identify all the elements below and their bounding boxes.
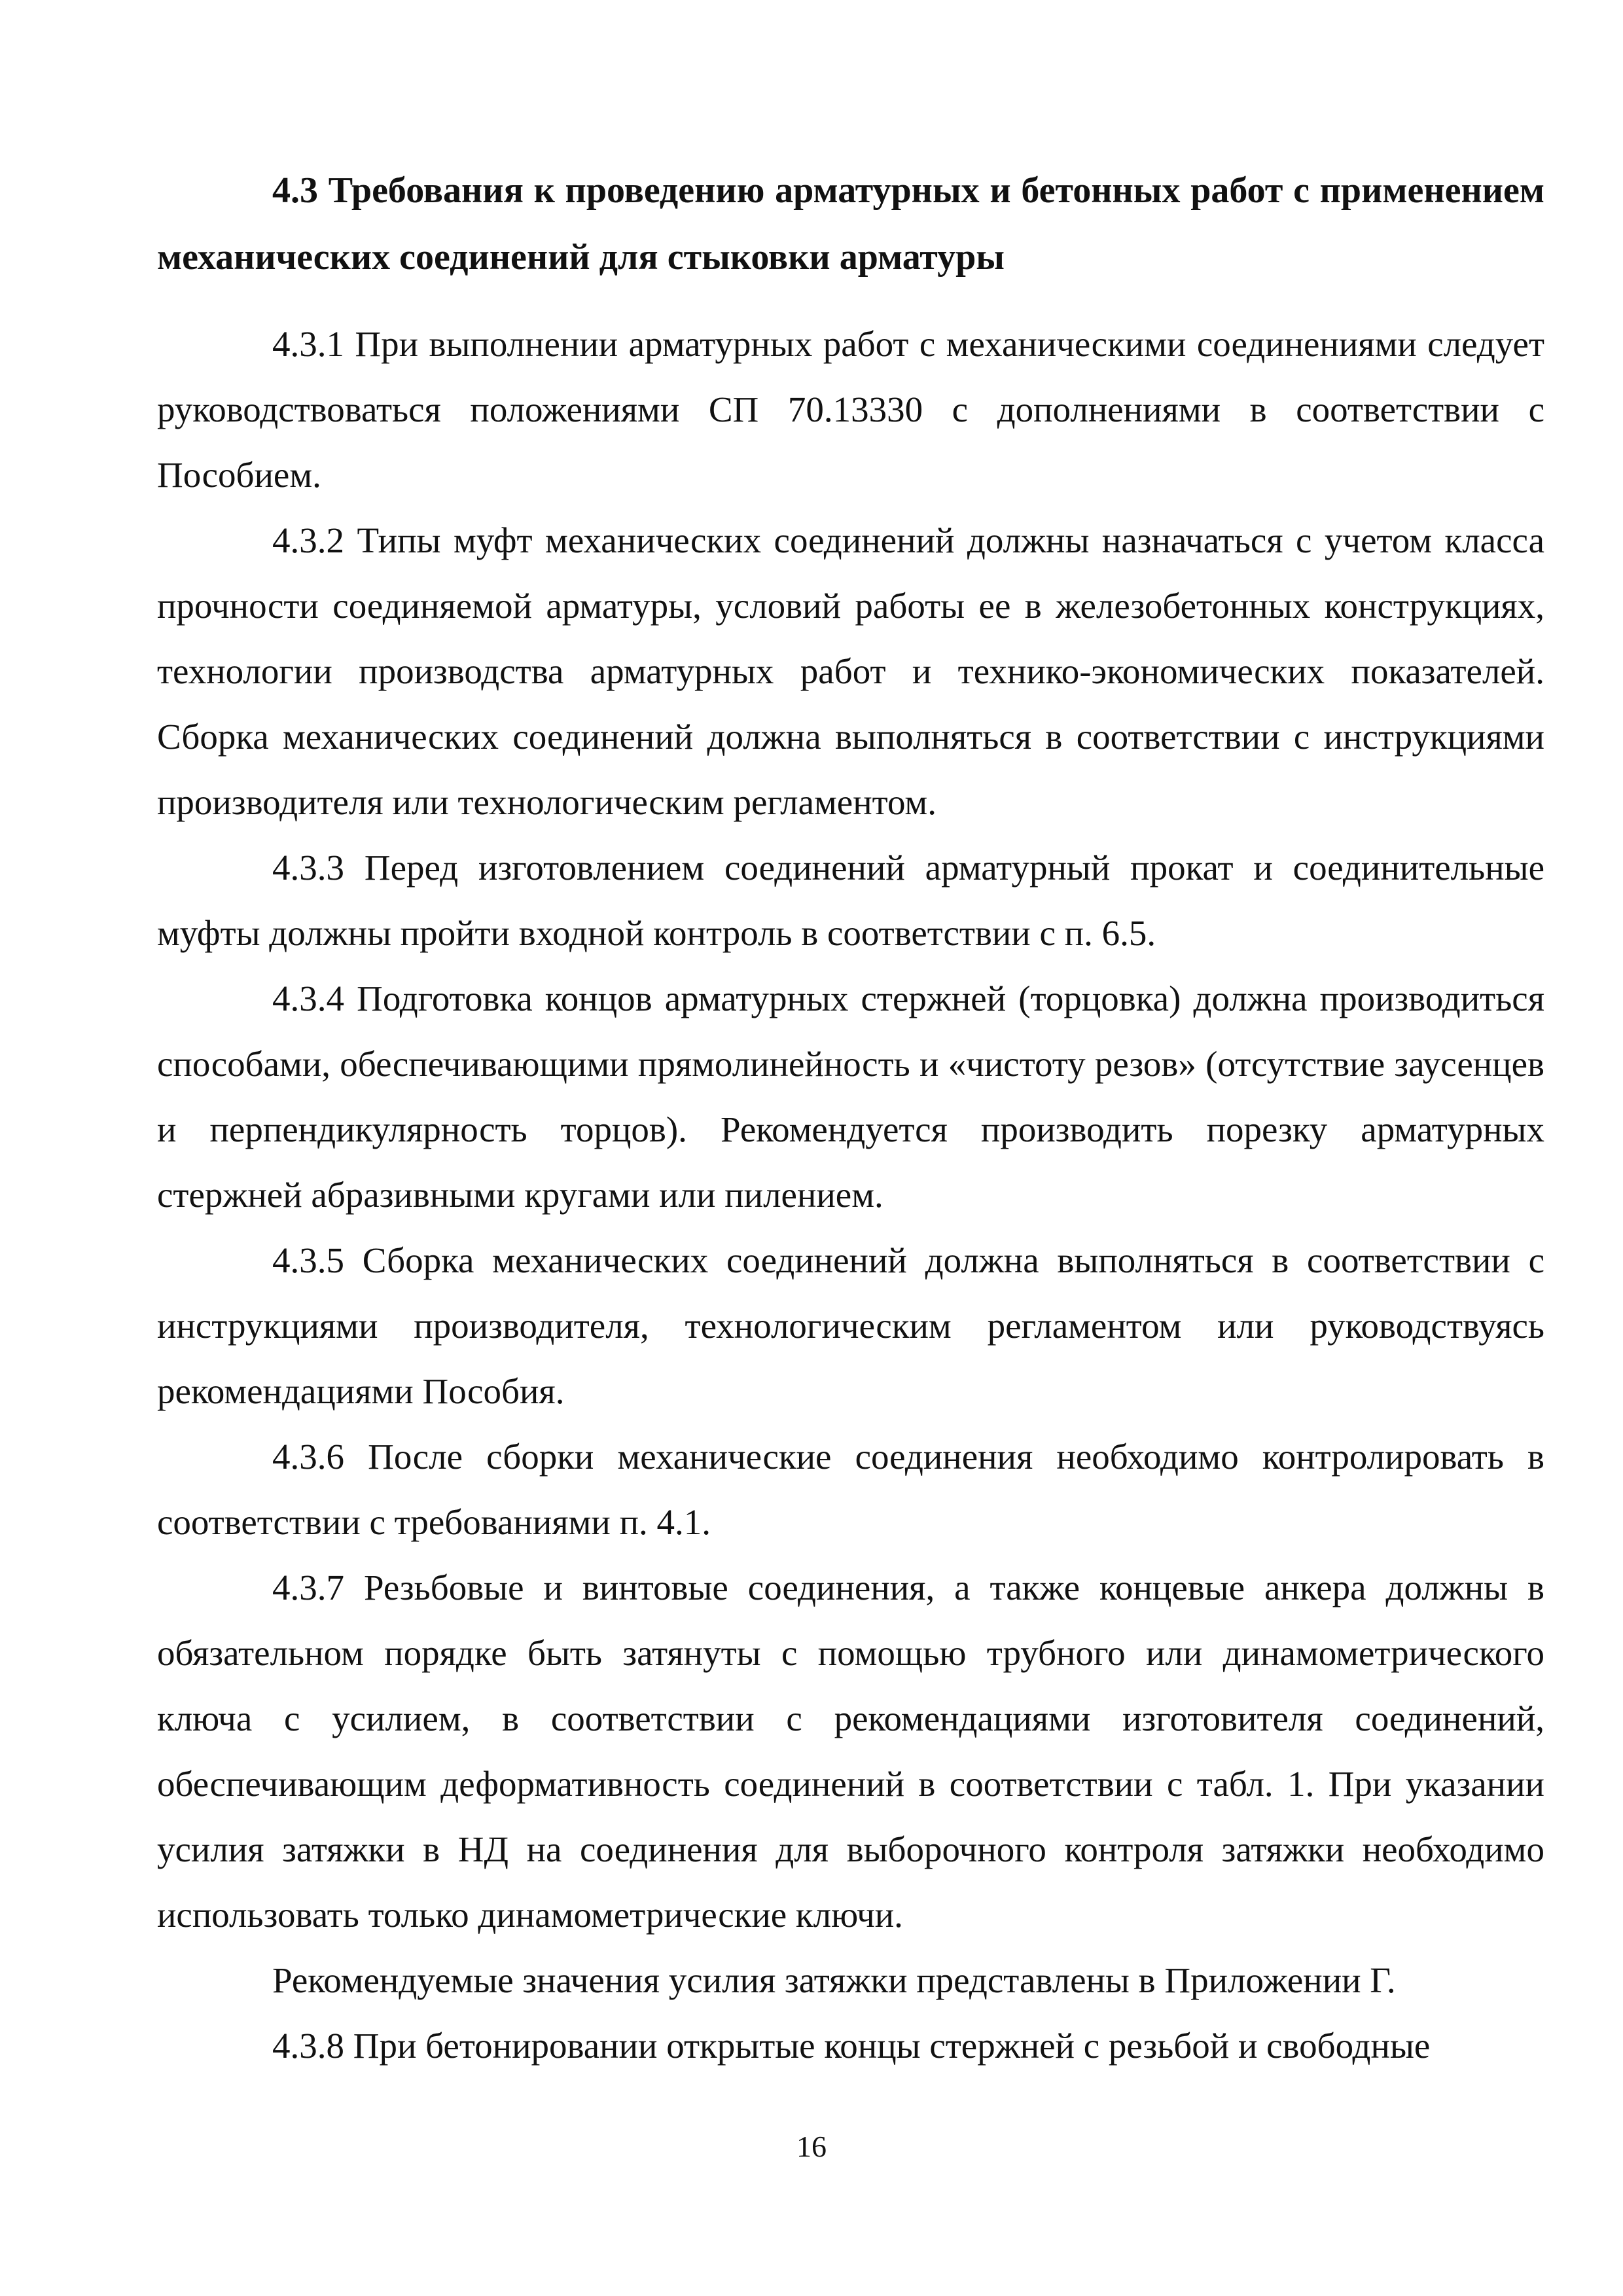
- paragraph-4-3-5: 4.3.5 Сборка механических соединений должна выполняться в соответствии с инструкциями производителя, технологическим регламентом или руководствуясь рекомендациями Пособия.: [157, 1240, 1544, 1411]
- paragraph-tightening-note: Рекомендуемые значения усилия затяжки представлены в Приложении Г.: [272, 1960, 1396, 2000]
- paragraph-4-3-1: 4.3.1 При выполнении арматурных работ с механическими соединениями следует руководствоваться положениями СП 70.13330 с дополнениями в соответствии с Пособием.: [157, 324, 1544, 495]
- paragraph-4-3-7: 4.3.7 Резьбовые и винтовые соединения, а также концевые анкера должны в обязательном порядке быть затянуты с помощью трубного или динамометрического ключа с усилием, в соответствии с рекомендациями изготовителя соединений, обеспечивающим деформативность соединений в соответствии с табл. 1. При указании усилия затяжки в НД на соединения для выборочного контроля затяжки необходимо использовать только динамометрические ключи.: [157, 1568, 1544, 1935]
- paragraph-4-3-8: 4.3.8 При бетонировании открытые концы стержней с резьбой и свободные: [272, 2026, 1431, 2066]
- paragraph-4-3-2: 4.3.2 Типы муфт механических соединений должны назначаться с учетом класса прочности соединяемой арматуры, условий работы ее в железобетонных конструкциях, технологии производства арматурных работ и технико-экономических показателей. Сборка механических соединений должна выполняться в соответствии с инструкциями производителя или технологическим регламентом.: [157, 520, 1544, 822]
- page-number: 16: [796, 2130, 827, 2163]
- section-heading: 4.3 Требования к проведению арматурных и бетонных работ с применением механических соединений для стыковки арматуры: [157, 170, 1544, 278]
- paragraph-4-3-4: 4.3.4 Подготовка концов арматурных стержней (торцовка) должна производиться способами, обеспечивающими прямолинейность и «чистоту резов» (отсутствие заусенцев и перпендикулярность торцов). Рекомендуется производить порезку арматурных стержней абразивными кругами или пилением.: [157, 978, 1544, 1215]
- paragraph-4-3-3: 4.3.3 Перед изготовлением соединений арматурный прокат и соединительные муфты должны пройти входной контроль в соответствии с п. 6.5.: [157, 848, 1544, 953]
- document-page: [157, 157, 1544, 2079]
- paragraph-4-3-6: 4.3.6 После сборки механические соединения необходимо контролировать в соответствии с требованиями п. 4.1.: [157, 1437, 1544, 1542]
